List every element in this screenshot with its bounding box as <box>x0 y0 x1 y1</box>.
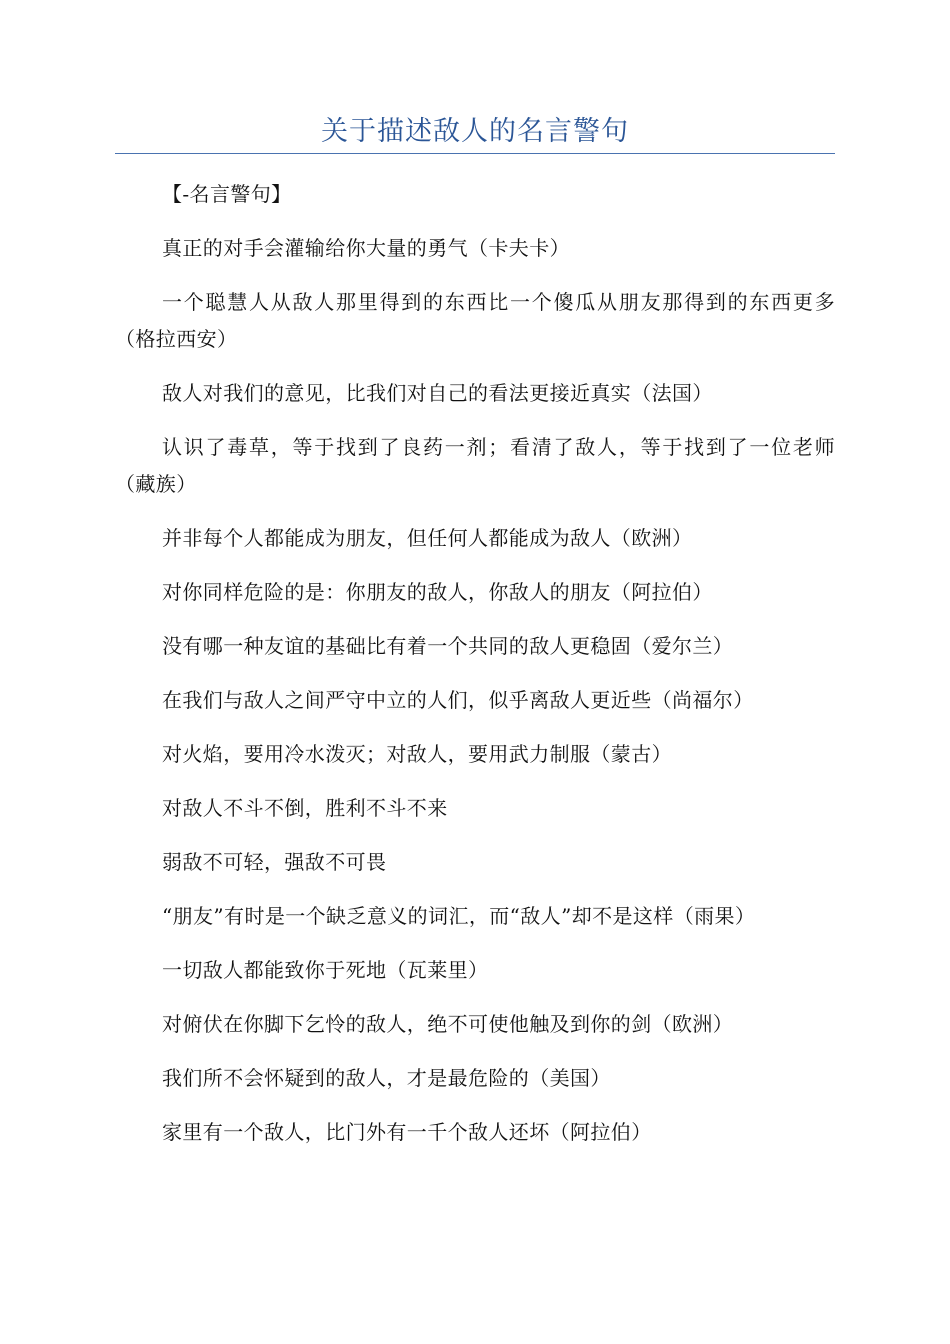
quote-paragraph: 真正的对手会灌输给你大量的勇气（卡夫卡） <box>162 236 570 260</box>
quote-paragraph: 并非每个人都能成为朋友，但任何人都能成为敌人（欧洲） <box>162 526 693 550</box>
quote-paragraph: 对俯伏在你脚下乞怜的敌人，绝不可使他触及到你的剑（欧洲） <box>162 1012 734 1036</box>
quote-paragraph: 敌人对我们的意见，比我们对自己的看法更接近真实（法国） <box>162 381 713 405</box>
quote-paragraph: 我们所不会怀疑到的敌人，才是最危险的（美国） <box>162 1066 611 1090</box>
quote-paragraph: 没有哪一种友谊的基础比有着一个共同的敌人更稳固（爱尔兰） <box>162 634 734 658</box>
title-underline <box>115 153 835 154</box>
quote-paragraph: 认识了毒草，等于找到了良药一剂；看清了敌人，等于找到了一位老师（藏族） <box>115 435 835 496</box>
document-title: 关于描述敌人的名言警句 <box>321 116 629 147</box>
section-heading: 【-名言警句】 <box>162 182 292 206</box>
quote-paragraph: 一个聪慧人从敌人那里得到的东西比一个傻瓜从朋友那得到的东西更多（格拉西安） <box>115 290 835 351</box>
quote-paragraph: 一切敌人都能致你于死地（瓦莱里） <box>162 958 489 982</box>
quote-paragraph: “朋友”有时是一个缺乏意义的词汇，而“敌人”却不是这样（雨果） <box>162 904 756 928</box>
quote-paragraph: 弱敌不可轻，强敌不可畏 <box>162 850 387 874</box>
quote-paragraph: 对你同样危险的是：你朋友的敌人，你敌人的朋友（阿拉伯） <box>162 580 713 604</box>
quote-paragraph: 对火焰，要用冷水泼灭；对敌人，要用武力制服（蒙古） <box>162 742 672 766</box>
quote-paragraph: 对敌人不斗不倒，胜利不斗不来 <box>162 796 448 820</box>
quote-paragraph: 家里有一个敌人，比门外有一千个敌人还坏（阿拉伯） <box>162 1120 652 1144</box>
document-body <box>115 176 835 1168</box>
quote-paragraph: 在我们与敌人之间严守中立的人们，似乎离敌人更近些（尚福尔） <box>162 688 754 712</box>
